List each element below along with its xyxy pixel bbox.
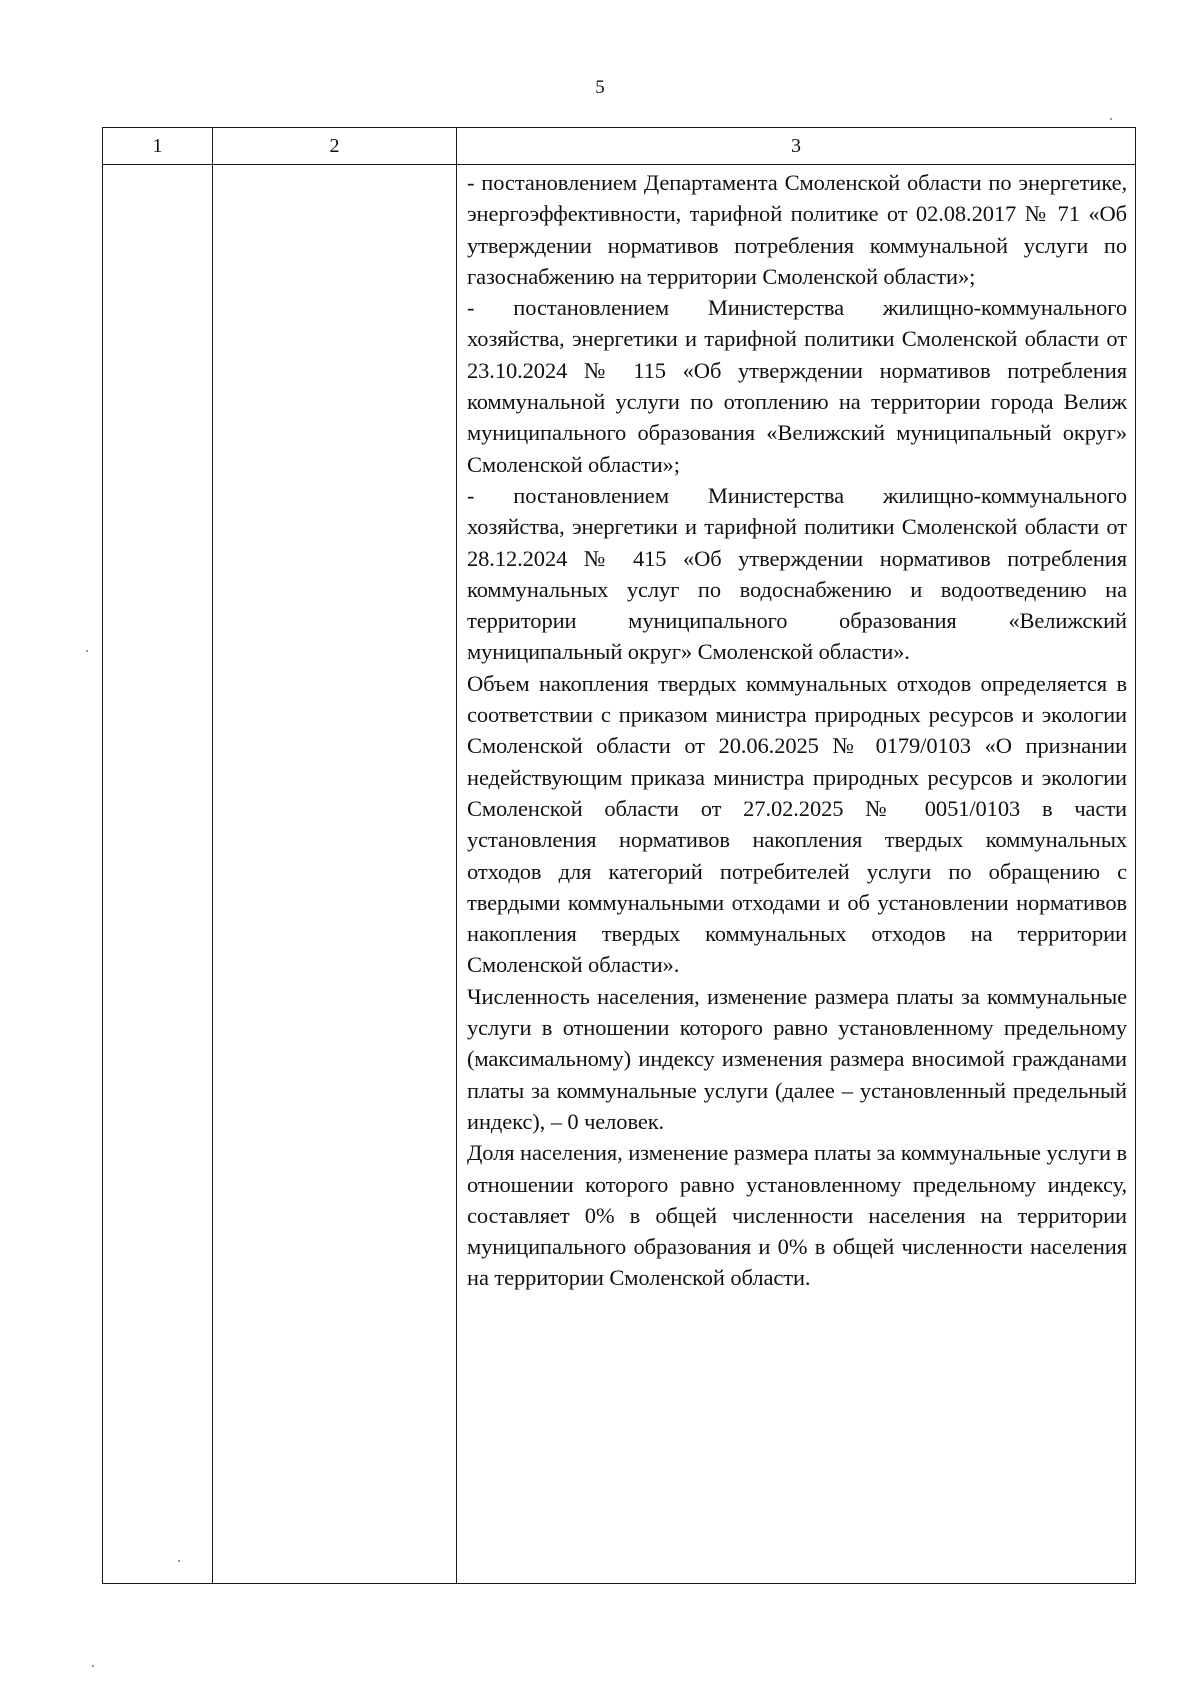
paragraph-population-count: Численность населения, изменение размера платы за коммунальные услуги в отношении которого равно установленному предельному (максимальному) индексу изменения размера вносимой гражданами платы за коммунальные услуги (далее – установленный предельный индекс), – 0 человек. [467, 983, 1127, 1134]
table-cell-col3 [457, 165, 1136, 1584]
paragraph-gas-norms: - постановлением Департамента Смоленской области по энергетике, энергоэффективности, тарифной политике от 02.08.2017 № 71 «Об утверждении нормативов потребления коммунальной услуги по газоснабжению на территории Смоленской области»; [467, 170, 1127, 289]
scan-speck [92, 1665, 94, 1667]
table-row [103, 165, 1136, 1584]
header-cell-3: 3 [457, 128, 1136, 165]
page-number: 5 [595, 77, 605, 98]
cell-text-block [457, 165, 1135, 1294]
table-cell-col2 [213, 165, 457, 1584]
paragraph-population-share: Доля населения, изменение размера платы за коммунальные услуги в отношении которого равно установленному предельному индексу, составляет 0% в общей численности населения на территории муниципального образования и 0% в общей численности населения на территории Смоленской области. [467, 1140, 1127, 1291]
scan-speck [86, 650, 88, 652]
paragraph-waste-volume: Объем накопления твердых коммунальных отходов определяется в соответствии с приказом министра природных ресурсов и экологии Смоленской области от 20.06.2025 № 0179/0103 «О признании недействующим приказа министра природных ресурсов и экологии Смоленской области от 27.02.2025 № 0051/0103 в части установления нормативов накопления твердых коммунальных отходов для категорий потребителей услуги по обращению с твердыми коммунальными отходами и об установлении нормативов накопления твердых коммунальных отходов на территории Смоленской области». [467, 670, 1127, 978]
header-cell-1: 1 [103, 128, 213, 165]
paragraph-water-norms: - постановлением Министерства жилищно-коммунального хозяйства, энергетики и тарифной политики Смоленской области от 28.12.2024 № 415 «Об утверждении нормативов потребления коммунальных услуг по водоснабжению и водоотведению на территории муниципального образования «Велижский муниципальный округ» Смоленской области». [467, 482, 1127, 665]
header-cell-2: 2 [213, 128, 457, 165]
scan-speck [1110, 118, 1112, 120]
scan-speck [178, 1560, 180, 1562]
document-table [102, 127, 1136, 1584]
paragraph-heating-norms: - постановлением Министерства жилищно-коммунального хозяйства, энергетики и тарифной политики Смоленской области от 23.10.2024 № 115 «Об утверждении нормативов потребления коммунальной услуги по отоплению на территории города Велиж муниципального образования «Велижский муниципальный округ» Смоленской области»; [467, 295, 1127, 477]
table-cell-col1 [103, 165, 213, 1584]
table-header-row [103, 128, 1136, 165]
